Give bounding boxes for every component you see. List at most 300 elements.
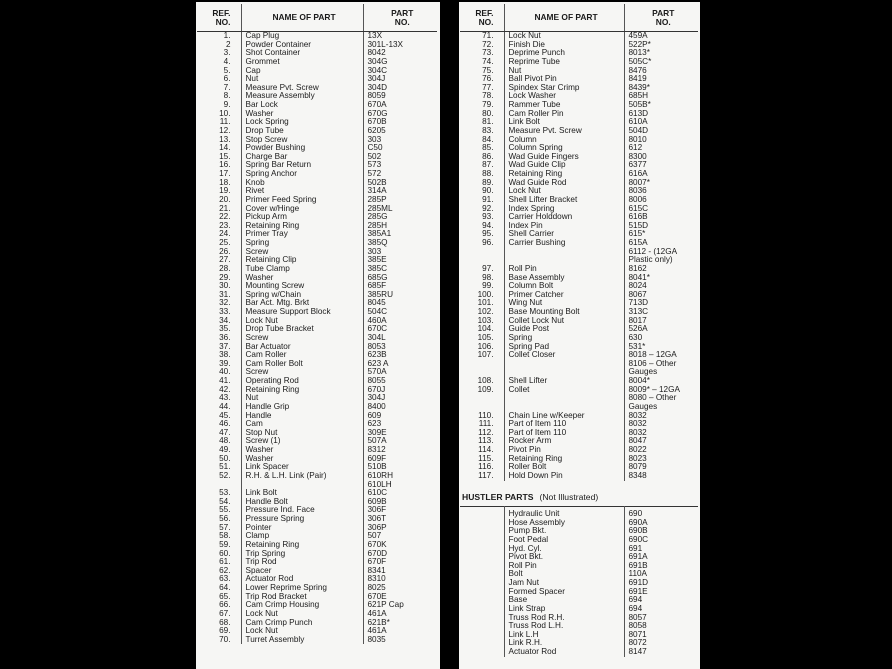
part-no-cell: 8007* xyxy=(628,178,650,187)
part-name-cell: Base Assembly xyxy=(504,274,624,283)
ref-no-cell: 18. xyxy=(197,179,241,188)
part-no-cell: 685H xyxy=(628,92,649,101)
part-name-cell: Clamp xyxy=(241,532,363,541)
part-no-cell: 8045 xyxy=(367,299,386,308)
part-no-cell: 573 xyxy=(367,161,382,170)
table-row xyxy=(197,161,437,170)
part-no-cell: 670E xyxy=(367,592,387,601)
part-name-cell: Chain Line w/Keeper xyxy=(504,412,624,421)
table-row xyxy=(197,472,437,489)
ref-no-cell xyxy=(460,588,504,597)
table-row xyxy=(197,84,437,93)
part-no-cell: 6377 xyxy=(628,161,647,170)
ref-no-cell xyxy=(460,631,504,640)
part-no-cell: 385Q xyxy=(367,239,388,247)
ref-no-cell: 85. xyxy=(460,144,504,153)
part-no-cell: 8341 xyxy=(367,566,386,575)
ref-no-cell: 102. xyxy=(460,308,504,317)
ref-no-cell: 16. xyxy=(197,161,241,170)
part-no-cell: 531* xyxy=(628,342,646,351)
ref-no-cell: 64. xyxy=(197,584,241,593)
part-no-cell: 8017 xyxy=(628,316,647,325)
hustler-table-body xyxy=(460,507,698,657)
part-name-cell: Trip Rod Bracket xyxy=(241,593,363,602)
part-name-cell: Measure Support Block xyxy=(241,308,363,317)
ref-no-cell: 20. xyxy=(197,196,241,205)
ref-no-cell xyxy=(460,527,504,536)
ref-no-cell: 19. xyxy=(197,187,241,196)
part-name-cell: Collet xyxy=(504,386,624,412)
part-no-cell: 515D xyxy=(628,221,649,230)
part-name-cell: Rocker Arm xyxy=(504,437,624,446)
ref-no-cell: 14. xyxy=(197,144,241,153)
table-row xyxy=(197,636,437,645)
table-row xyxy=(197,515,437,524)
part-no-cell: 306F xyxy=(367,506,387,515)
part-no-cell: 670J xyxy=(367,385,386,394)
ref-no-cell: 116. xyxy=(460,463,504,472)
part-name-cell: Primer Catcher xyxy=(504,291,624,300)
table-row xyxy=(197,196,437,205)
part-name-cell: Cover w/Hinge xyxy=(241,205,363,214)
part-no-cell: 616B xyxy=(628,213,648,222)
part-no-cell: 8009* – 12GA 8080 – Other Gauges xyxy=(628,385,680,411)
ref-no-cell: 60. xyxy=(197,550,241,559)
ref-no-cell: 95. xyxy=(460,230,504,239)
part-no-cell: 8042 xyxy=(367,49,386,58)
ref-no-cell xyxy=(460,545,504,554)
table-row xyxy=(460,92,698,101)
parts-table-right xyxy=(460,4,698,481)
table-row xyxy=(460,463,698,472)
table-row xyxy=(460,570,698,579)
part-no-cell: 504D xyxy=(628,126,649,135)
ref-no-cell xyxy=(460,519,504,528)
table-row xyxy=(460,136,698,145)
part-name-cell: Lock Nut xyxy=(241,317,363,326)
table-row xyxy=(460,553,698,562)
table-row xyxy=(197,420,437,429)
table-row xyxy=(460,161,698,170)
table-row xyxy=(460,308,698,317)
part-name-cell: Reprime Tube xyxy=(504,58,624,67)
part-name-cell: Link L.H xyxy=(504,631,624,640)
part-no-cell: 13X xyxy=(367,31,383,40)
ref-no-cell: 110. xyxy=(460,412,504,421)
table-row xyxy=(197,299,437,308)
part-name-cell: Bar Act. Mtg. Brkt xyxy=(241,299,363,308)
table-row xyxy=(197,136,437,145)
table-row xyxy=(460,67,698,76)
ref-no-cell: 73. xyxy=(460,49,504,58)
part-name-cell: Pickup Arm xyxy=(241,213,363,222)
table-row xyxy=(197,593,437,602)
parts-list-sheet-right xyxy=(459,2,700,669)
part-no-cell: 8024 xyxy=(628,282,647,291)
ref-no-cell: 45. xyxy=(197,412,241,421)
part-no-cell: 285ML xyxy=(367,204,393,213)
part-no-cell: 8312 xyxy=(367,446,386,454)
ref-no-cell: 37. xyxy=(197,343,241,352)
part-no-header: PART NO. xyxy=(363,4,437,32)
part-name-cell: Index Pin xyxy=(504,222,624,231)
part-name-cell: Finish Die xyxy=(504,41,624,50)
name-of-part-header: NAME OF PART xyxy=(504,4,624,32)
part-name-cell: Spacer xyxy=(241,567,363,576)
part-name-cell: Nut xyxy=(504,67,624,76)
table-row xyxy=(460,41,698,50)
part-no-cell: 8400 xyxy=(367,402,386,411)
table-row xyxy=(460,579,698,588)
ref-no-cell: 34. xyxy=(197,317,241,326)
table-row xyxy=(197,558,437,567)
table-row xyxy=(197,101,437,110)
ref-no-cell: 89. xyxy=(460,179,504,188)
ref-no-cell: 68. xyxy=(197,619,241,628)
part-name-cell: Retaining Clip xyxy=(241,256,363,265)
part-name-cell: Lock Nut xyxy=(504,32,624,41)
table-row xyxy=(460,153,698,162)
table-row xyxy=(460,545,698,554)
table-row xyxy=(460,420,698,429)
part-no-cell: 8013* xyxy=(628,49,650,58)
part-name-cell: Lock Spring xyxy=(241,118,363,127)
part-name-cell: Spring Bar Return xyxy=(241,161,363,170)
part-name-cell: Lock Nut xyxy=(241,610,363,619)
part-no-cell: 459A xyxy=(628,31,648,40)
part-name-cell: Bar Actuator xyxy=(241,343,363,352)
table-row xyxy=(460,317,698,326)
ref-no-cell: 48. xyxy=(197,437,241,446)
part-name-cell: Turret Assembly xyxy=(241,636,363,645)
table-row xyxy=(197,541,437,550)
table-row xyxy=(197,205,437,214)
ref-no-cell: 79. xyxy=(460,101,504,110)
ref-no-cell: 86. xyxy=(460,153,504,162)
hustler-parts-subtitle: (Not Illustrated) xyxy=(539,492,599,502)
ref-no-cell: 97. xyxy=(460,265,504,274)
part-no-cell: 504C xyxy=(367,308,388,316)
part-name-cell: Shell Lifter xyxy=(504,377,624,386)
part-no-cell: 570A xyxy=(367,368,387,377)
part-no-cell: 623 A xyxy=(367,359,389,368)
part-no-cell: 8032 xyxy=(628,428,647,437)
ref-no-cell: 90. xyxy=(460,187,504,196)
part-no-cell: 690B xyxy=(628,527,648,536)
table-row xyxy=(197,386,437,395)
ref-no-cell xyxy=(460,507,504,519)
table-row xyxy=(197,317,437,326)
table-row xyxy=(460,222,698,231)
parts-table-left xyxy=(197,4,437,644)
part-name-cell: Roll Pin xyxy=(504,265,624,274)
table-row xyxy=(460,144,698,153)
part-name-cell: Lock Washer xyxy=(504,92,624,101)
table-row xyxy=(197,463,437,472)
part-name-cell: Charge Bar xyxy=(241,153,363,162)
ref-no-cell: 50. xyxy=(197,455,241,464)
table-row xyxy=(460,291,698,300)
ref-no-cell: 2 xyxy=(197,41,241,50)
part-no-cell: 306T xyxy=(367,515,387,523)
part-no-cell: 522P* xyxy=(628,40,651,49)
part-no-cell: 8032 xyxy=(628,420,647,429)
part-no-cell: 8035 xyxy=(367,635,386,644)
ref-no-cell: 83. xyxy=(460,127,504,136)
part-name-cell: Ball Pivot Pin xyxy=(504,75,624,84)
table-row xyxy=(460,446,698,455)
table-row xyxy=(197,429,437,438)
part-name-cell: Cam xyxy=(241,420,363,429)
table-row xyxy=(460,325,698,334)
ref-no-cell: 108. xyxy=(460,377,504,386)
table-row xyxy=(460,196,698,205)
part-name-cell: Carrier Holddown xyxy=(504,213,624,222)
table-row xyxy=(197,550,437,559)
part-no-cell: 8162 xyxy=(628,264,647,273)
table-row xyxy=(460,614,698,623)
table-row xyxy=(460,562,698,571)
part-name-cell: Washer xyxy=(241,110,363,119)
table-row xyxy=(460,230,698,239)
part-no-cell: 285G xyxy=(367,213,388,222)
ref-no-cell: 17. xyxy=(197,170,241,179)
part-name-cell: Spring Pad xyxy=(504,343,624,352)
part-no-cell: 303 xyxy=(367,247,382,256)
part-name-cell: Foot Pedal xyxy=(504,536,624,545)
part-name-cell: Retaining Ring xyxy=(241,541,363,550)
ref-no-cell: 12. xyxy=(197,127,241,136)
ref-no-cell: 93. xyxy=(460,213,504,222)
ref-no-cell: 75. xyxy=(460,67,504,76)
part-name-cell: Stop Screw xyxy=(241,136,363,145)
table-row xyxy=(197,627,437,636)
part-no-cell: 8023 xyxy=(628,454,647,463)
ref-no-cell: 69. xyxy=(197,627,241,636)
part-no-cell: 670G xyxy=(367,109,388,118)
ref-no-cell: 33. xyxy=(197,308,241,317)
table-row xyxy=(460,118,698,127)
part-name-cell: Column Spring xyxy=(504,144,624,153)
part-no-cell: 505C* xyxy=(628,57,652,66)
part-no-cell: 526A xyxy=(628,325,648,334)
ref-no-cell xyxy=(460,553,504,562)
part-name-cell: Deprime Punch xyxy=(504,49,624,58)
part-name-cell: Part of Item 110 xyxy=(504,420,624,429)
part-no-cell: 6205 xyxy=(367,126,386,135)
ref-no-cell: 9. xyxy=(197,101,241,110)
part-name-cell: Trip Spring xyxy=(241,550,363,559)
part-name-cell: Knob xyxy=(241,179,363,188)
ref-no-cell: 77. xyxy=(460,84,504,93)
ref-no-cell: 59. xyxy=(197,541,241,550)
ref-no-cell: 98. xyxy=(460,274,504,283)
ref-no-cell: 5. xyxy=(197,67,241,76)
ref-no-cell: 43. xyxy=(197,394,241,403)
ref-no-cell: 58. xyxy=(197,532,241,541)
ref-no-header: REF. NO. xyxy=(460,4,504,32)
ref-no-cell: 81. xyxy=(460,118,504,127)
part-no-cell: 670D xyxy=(367,549,388,558)
part-name-cell: Truss Rod R.H. xyxy=(504,614,624,623)
table-row xyxy=(197,334,437,343)
table-row xyxy=(197,222,437,231)
table-row xyxy=(197,524,437,533)
part-no-cell: 304J xyxy=(367,75,386,84)
part-no-header: PART NO. xyxy=(624,4,698,32)
part-no-cell: 616A xyxy=(628,170,648,178)
part-no-cell: 8018 – 12GA 8106 – Other Gauges xyxy=(628,351,677,377)
part-name-cell: Trip Rod xyxy=(241,558,363,567)
table-row xyxy=(460,170,698,179)
part-no-cell: 610C xyxy=(367,489,388,498)
ref-no-cell: 7. xyxy=(197,84,241,93)
ref-no-cell xyxy=(460,614,504,623)
table-header-row xyxy=(460,4,698,32)
table-row xyxy=(197,368,437,377)
ref-no-cell: 35. xyxy=(197,325,241,334)
ref-no-cell: 22. xyxy=(197,213,241,222)
part-no-cell: 8032 xyxy=(628,411,647,420)
ref-no-cell: 117. xyxy=(460,472,504,481)
ref-no-cell: 10. xyxy=(197,110,241,119)
part-name-cell: Link R.H. xyxy=(504,639,624,648)
table-row xyxy=(197,412,437,421)
part-no-cell: 612 xyxy=(628,144,643,153)
part-no-cell: 8010 xyxy=(628,135,647,144)
part-name-cell: Rivet xyxy=(241,187,363,196)
table-row xyxy=(197,437,437,446)
part-no-cell: 670C xyxy=(367,325,388,334)
table-row xyxy=(460,58,698,67)
ref-no-cell xyxy=(460,596,504,605)
hustler-parts-title: HUSTLER PARTS xyxy=(462,492,534,502)
part-no-cell: 713D xyxy=(628,299,649,308)
ref-no-cell: 72. xyxy=(460,41,504,50)
part-name-cell: Column xyxy=(504,136,624,145)
part-no-cell: 691B xyxy=(628,561,648,570)
ref-no-cell: 111. xyxy=(460,420,504,429)
part-no-cell: 615A 6112 - (12GA Plastic only) xyxy=(628,239,678,265)
table-row xyxy=(460,299,698,308)
table-row xyxy=(197,619,437,628)
part-name-cell: Washer xyxy=(241,274,363,283)
part-name-cell: Cap Plug xyxy=(241,32,363,41)
table-row xyxy=(460,639,698,648)
part-no-cell: 110A xyxy=(628,570,648,579)
part-name-cell: Index Spring xyxy=(504,205,624,214)
part-no-cell: 385C xyxy=(367,264,388,273)
ref-no-cell: 92. xyxy=(460,205,504,214)
ref-no-cell: 56. xyxy=(197,515,241,524)
ref-no-cell: 61. xyxy=(197,558,241,567)
ref-no-cell xyxy=(460,562,504,571)
part-name-cell: Cam Crimp Punch xyxy=(241,619,363,628)
part-no-cell: 8348 xyxy=(628,471,647,480)
table-row xyxy=(197,265,437,274)
part-name-cell: Mounting Screw xyxy=(241,282,363,291)
part-no-cell: 8006 xyxy=(628,195,647,204)
part-no-cell: 8079 xyxy=(628,463,647,472)
ref-no-cell: 65. xyxy=(197,593,241,602)
part-name-cell: Drop Tube xyxy=(241,127,363,136)
table-row xyxy=(197,498,437,507)
ref-no-cell: 27. xyxy=(197,256,241,265)
ref-no-cell: 25. xyxy=(197,239,241,248)
table-row xyxy=(460,110,698,119)
ref-no-cell: 105. xyxy=(460,334,504,343)
part-no-cell: 8300 xyxy=(628,152,647,161)
table-row xyxy=(460,84,698,93)
part-name-cell: Wad Guide Rod xyxy=(504,179,624,188)
part-no-cell: 303 xyxy=(367,135,382,144)
ref-no-cell: 3. xyxy=(197,49,241,58)
part-name-cell: Cam Roller Pin xyxy=(504,110,624,119)
part-no-cell: 304J xyxy=(367,394,386,403)
part-name-cell: Collet Closer xyxy=(504,351,624,377)
part-no-cell: 8053 xyxy=(367,342,386,351)
part-no-cell: 507 xyxy=(367,532,382,541)
part-name-cell: Jam Nut xyxy=(504,579,624,588)
part-no-cell: 630 xyxy=(628,333,643,342)
table-row xyxy=(197,532,437,541)
ref-no-cell: 70. xyxy=(197,636,241,645)
part-name-cell: Formed Spacer xyxy=(504,588,624,597)
part-name-cell: Powder Container xyxy=(241,41,363,50)
ref-no-cell: 38. xyxy=(197,351,241,360)
ref-no-cell: 66. xyxy=(197,601,241,610)
table-row xyxy=(197,92,437,101)
table-row xyxy=(197,282,437,291)
part-no-cell: 461A xyxy=(367,609,387,618)
table-row xyxy=(197,49,437,58)
ref-no-cell: 76. xyxy=(460,75,504,84)
ref-no-cell: 100. xyxy=(460,291,504,300)
part-name-cell: Grommet xyxy=(241,58,363,67)
part-no-cell: 304D xyxy=(367,83,388,92)
part-no-cell: 461A xyxy=(367,627,387,636)
table-row xyxy=(197,610,437,619)
table-row xyxy=(460,334,698,343)
ref-no-cell: 26. xyxy=(197,248,241,257)
ref-no-cell: 104. xyxy=(460,325,504,334)
table-row xyxy=(460,622,698,631)
part-no-cell: 313C xyxy=(628,308,649,316)
ref-no-cell xyxy=(460,605,504,614)
table-row xyxy=(460,274,698,283)
part-name-cell: Drop Tube Bracket xyxy=(241,325,363,334)
part-no-cell: 690C xyxy=(628,535,649,544)
ref-no-cell xyxy=(460,648,504,657)
part-no-cell: 690A xyxy=(628,518,648,527)
ref-no-cell: 113. xyxy=(460,437,504,446)
part-name-cell: Stop Nut xyxy=(241,429,363,438)
part-no-cell: 621B* xyxy=(367,618,390,627)
part-name-cell: Roll Pin xyxy=(504,562,624,571)
ref-no-cell: 41. xyxy=(197,377,241,386)
part-no-cell: 314A xyxy=(367,187,387,196)
ref-no-cell xyxy=(460,639,504,648)
table-row xyxy=(460,527,698,536)
part-no-cell: 8041* xyxy=(628,273,650,282)
table-row xyxy=(197,403,437,412)
table-row xyxy=(197,213,437,222)
ref-no-cell: 96. xyxy=(460,239,504,265)
table-row xyxy=(460,75,698,84)
part-no-cell: 694 xyxy=(628,604,643,613)
part-no-cell: 8071 xyxy=(628,630,647,639)
part-no-cell: 8055 xyxy=(367,377,386,385)
